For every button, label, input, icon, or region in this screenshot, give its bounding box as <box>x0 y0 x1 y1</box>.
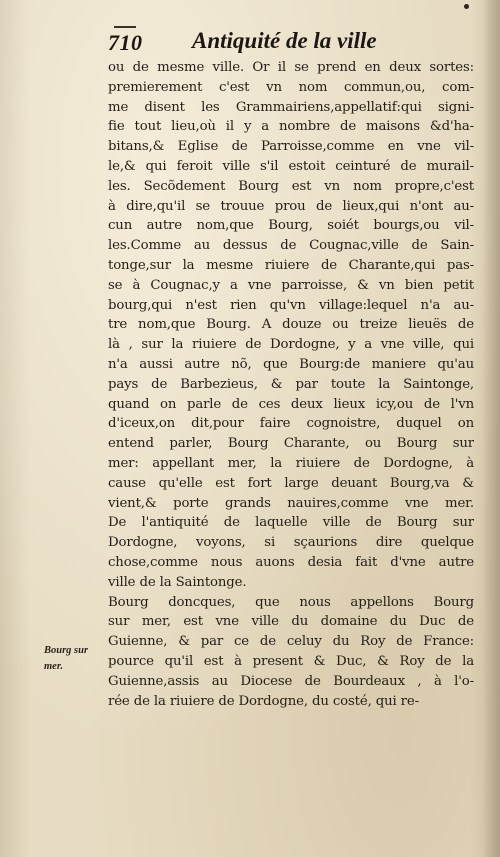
text-line: De l'antiquité de laquelle ville de Bourg sur <box>108 515 474 531</box>
ink-dot <box>464 4 469 9</box>
text-line: pays de Barbezieus, & par toute la Saintonge, <box>108 376 474 392</box>
text-line: les. Secõdement Bourg est vn nom propre,c'est <box>108 178 474 194</box>
text-line: là , sur la riuiere de Dordogne, y a vne ville, qui <box>108 337 474 353</box>
text-line: pource qu'il est à present & Duc, & Roy de la <box>108 653 474 669</box>
text-line: premierement c'est vn nom commun,ou, com- <box>108 79 474 95</box>
text-line: Guienne,assis au Diocese de Bourdeaux , à l'o- <box>108 673 474 689</box>
text-line: se à Cougnac,y a vne parroisse, & vn bien petit <box>108 277 474 293</box>
text-line: d'iceux,on dit,pour faire cognoistre, duquel on <box>108 416 474 432</box>
marginal-note-line: mer. <box>44 661 63 672</box>
text-line: cun autre nom,que Bourg, soiét bourgs,ou vil- <box>108 218 474 234</box>
text-line: fie tout lieu,où il y a nombre de maisons &d'ha- <box>108 119 474 135</box>
text-line: quand on parle de ces deux lieux icy,ou de l'vn <box>108 396 474 412</box>
text-line: Guienne, & par ce de celuy du Roy de France: <box>108 634 474 650</box>
text-line: tre nom,que Bourg. A douze ou treize lieuës de <box>108 317 474 333</box>
text-line: ville de la Saintonge. <box>108 574 247 590</box>
body-text <box>108 58 474 711</box>
marginal-note-line: Bourg sur <box>44 645 89 656</box>
text-line: vient,& porte grands nauires,comme vne mer. <box>108 495 474 511</box>
text-line: rée de la riuiere de Dordogne, du costé, qui re- <box>108 693 419 709</box>
page-header <box>0 14 500 58</box>
text-line: cause qu'elle est fort large deuant Bourg,va & <box>108 475 474 491</box>
text-line: entend parler, Bourg Charante, ou Bourg sur <box>108 436 474 452</box>
text-line: tonge,sur la mesme riuiere de Charante,qui pas- <box>108 257 474 273</box>
text-line: bourg,qui n'est rien qu'vn village:lequel n'a au- <box>108 297 474 313</box>
page-number: 710 <box>108 30 143 55</box>
text-line: mer: appellant mer, la riuiere de Dordogne, à <box>108 455 474 471</box>
page-edge-shadow <box>482 0 500 857</box>
text-line: sur mer, est vne ville du domaine du Duc de <box>108 614 474 630</box>
text-line: à dire,qu'il se trouue prou de lieux,qui n'ont au- <box>108 198 474 214</box>
text-line: me disent les Grammairiens,appellatif:qui signi- <box>108 99 474 115</box>
text-line: Dordogne, voyons, si sçaurions dire quelque <box>108 535 474 551</box>
text-line: n'a aussi autre nõ, que Bourg:de maniere qu'au <box>108 356 474 372</box>
text-line: bitans,& Eglise de Parroisse,comme en vne vil- <box>108 139 474 155</box>
running-title: Antiquité de la ville <box>192 28 377 53</box>
folio-ornament <box>114 26 136 28</box>
text-line: les.Comme au dessus de Cougnac,ville de Sain- <box>108 238 474 254</box>
text-line: le,& qui feroit ville s'il estoit ceinturé de murail- <box>108 158 474 174</box>
marginal-note <box>44 643 108 675</box>
text-line: chose,comme nous auons desia fait d'vne autre <box>108 554 474 570</box>
text-line: ou de mesme ville. Or il se prend en deux sortes: <box>108 60 474 75</box>
text-line: Bourg doncques, que nous appellons Bourg <box>108 594 474 610</box>
